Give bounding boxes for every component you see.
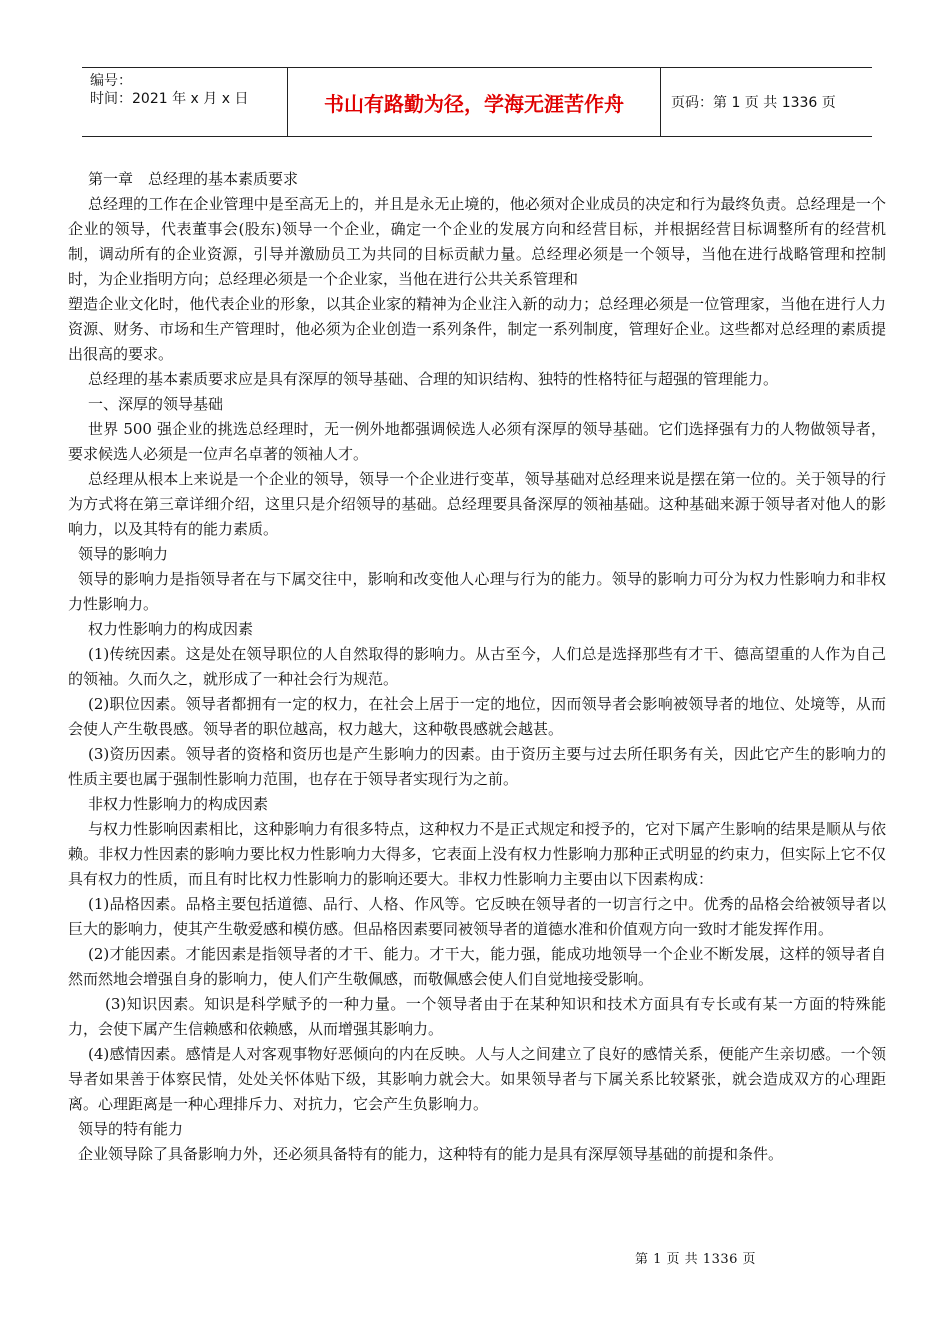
- body-paragraph: 世界 500 强企业的挑选总经理时，无一例外地都强调候选人必须有深厚的领导基础。它们选择强有力的人物做领导者，要求候选人必须是一位声名卓著的领袖人才。: [68, 420, 886, 463]
- document-body: [68, 167, 886, 1167]
- body-paragraph: 总经理从根本上来说是一个企业的领导，领导一个企业进行变革，领导基础对总经理来说是摆在第一位的。关于领导的行为方式将在第三章详细介绍，这里只是介绍领导的基础。总经理要具备深厚的领袖基础。这种基础来源于领导者对他人的影响力，以及其特有的能力素质。: [68, 470, 886, 538]
- list-item: (3)知识因素。知识是科学赋予的一种力量。一个领导者由于在某种知识和技术方面具有专长或有某一方面的特殊能力，会使下属产生信赖感和依赖感，从而增强其影响力。: [68, 995, 886, 1038]
- header-meta: [82, 68, 287, 136]
- list-item: (4)感情因素。感情是人对客观事物好恶倾向的内在反映。人与人之间建立了良好的感情关系，便能产生亲切感。一个领导者如果善于体察民情，处处关怀体贴下级，其影响力就会大。如果领导者与下属关系比较紧张，就会造成双方的心理距离。心理距离是一种心理排斥力、对抗力，它会产生负影响力。: [68, 1045, 886, 1113]
- body-paragraph: 塑造企业文化时，他代表企业的形象，以其企业家的精神为企业注入新的动力；总经理必须是一位管理家，当他在进行人力资源、财务、市场和生产管理时，他必须为企业创造一系列条件，制定一系列制度，管理好企业。这些都对总经理的素质提出很高的要求。: [68, 295, 886, 363]
- page-footer: 第 1 页 共 1336 页: [635, 1252, 757, 1267]
- header-motto: 书山有路勤为径，学海无涯苦作舟: [287, 68, 661, 136]
- subsection-heading: 领导的特有能力: [78, 1120, 184, 1138]
- header-page-label: 页码：第 1 页 共 1336 页: [671, 95, 836, 111]
- section-heading: 一、深厚的领导基础: [88, 395, 224, 413]
- subsection-heading: 领导的影响力: [78, 545, 169, 563]
- list-item: (3)资历因素。领导者的资格和资历也是产生影响力的因素。由于资历主要与过去所任职务有关，因此它产生的影响力的性质主要也属于强制性影响力范围，也存在于领导者实现行为之前。: [68, 745, 886, 788]
- list-item: (2)才能因素。才能因素是指领导者的才干、能力。才干大，能力强，能成功地领导一个企业不断发展，这样的领导者自然而然地会增强自身的影响力，使人们产生敬佩感，而敬佩感会使人们自觉地接受影响。: [68, 945, 886, 988]
- list-item: (2)职位因素。领导者都拥有一定的权力，在社会上居于一定的地位，因而领导者会影响被领导者的地位、处境等，从而会使人产生敬畏感。领导者的职位越高，权力越大，这种敬畏感就会越甚。: [68, 695, 886, 738]
- list-item: (1)品格因素。品格主要包括道德、品行、人格、作风等。它反映在领导者的一切言行之中。优秀的品格会给被领导者以巨大的影响力，使其产生敬爱感和模仿感。但品格因素要同被领导者的道德水准和价值观方向一致时才能发挥作用。: [68, 895, 886, 938]
- subsection-heading: 非权力性影响力的构成因素: [88, 795, 269, 813]
- subsection-heading: 权力性影响力的构成因素: [88, 620, 254, 638]
- page-header: [82, 67, 872, 137]
- body-paragraph: 与权力性影响因素相比，这种影响力有很多特点，这种权力不是正式规定和授予的，它对下属产生影响的结果是顺从与依赖。非权力性因素的影响力要比权力性影响力大得多，它表面上没有权力性影响力那种正式明显的约束力，但实际上它不仅具有权力的性质，而且有时比权力性影响力的影响还要大。非权力性影响力主要由以下因素构成：: [68, 820, 886, 888]
- body-paragraph: 领导的影响力是指领导者在与下属交往中，影响和改变他人心理与行为的能力。领导的影响力可分为权力性影响力和非权力性影响力。: [68, 570, 886, 613]
- list-item: (1)传统因素。这是处在领导职位的人自然取得的影响力。从古至今，人们总是选择那些有才干、德高望重的人作为自己的领袖。久而久之，就形成了一种社会行为规范。: [68, 645, 886, 688]
- body-paragraph: 总经理的工作在企业管理中是至高无上的，并且是永无止境的，他必须对企业成员的决定和行为最终负责。总经理是一个企业的领导，代表董事会(股东)领导一个企业，确定一个企业的发展方向和经营目标，并根据经营目标调整所有的经营机制，调动所有的企业资源，引导并激励员工为共同的目标贡献力量。总经理必须是一个领导，当他在进行战略管理和控制时，为企业指明方向；总经理必须是一个企业家，当他在进行公共关系管理和: [68, 195, 886, 288]
- body-paragraph: 企业领导除了具备影响力外，还必须具备特有的能力，这种特有的能力是具有深厚领导基础的前提和条件。: [78, 1145, 784, 1163]
- document-time-label: 时间：2021 年 x 月 x 日: [90, 91, 249, 107]
- chapter-title: 第一章 总经理的基本素质要求: [88, 170, 299, 188]
- document-number-label: 编号：: [90, 73, 132, 89]
- body-paragraph: 总经理的基本素质要求应是具有深厚的领导基础、合理的知识结构、独特的性格特征与超强的管理能力。: [88, 370, 779, 388]
